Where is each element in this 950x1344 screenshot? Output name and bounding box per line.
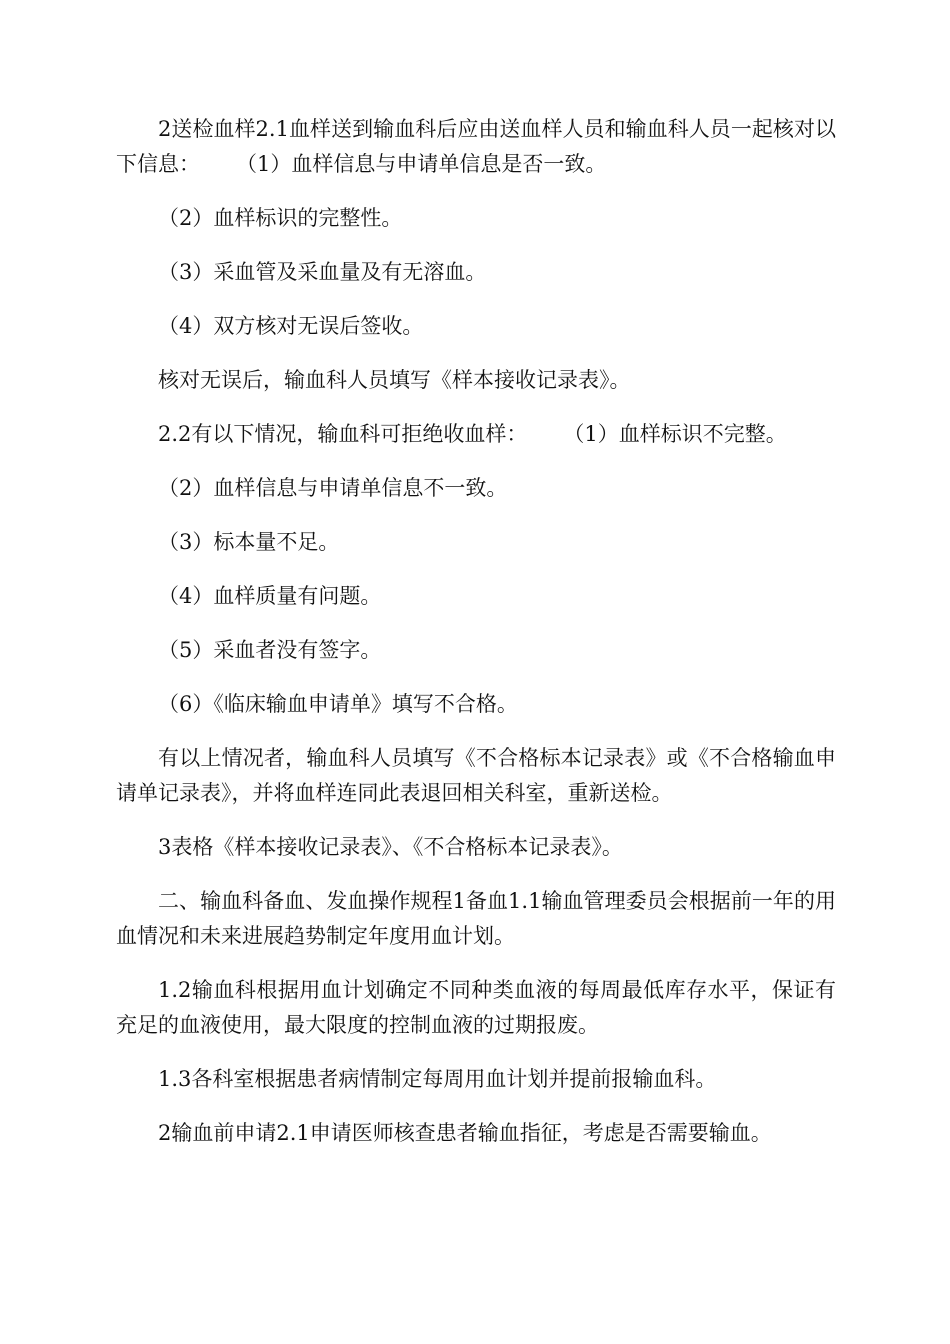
paragraph-10: （5）采血者没有签字。 — [158, 638, 382, 662]
paragraph-1-tail: （1）血样信息与申请单信息是否一致。 — [236, 152, 607, 176]
paragraph-7: （2）血样信息与申请单信息不一致。 — [158, 476, 508, 500]
paragraph-2: （2）血样标识的完整性。 — [158, 206, 403, 230]
paragraph-9: （4）血样质量有问题。 — [158, 584, 382, 608]
paragraph-15: 1.2输血科根据用血计划确定不同种类血液的每周最低库存水平，保证有充足的血液使用，最大限度的控制血液的过期报废。 — [116, 978, 836, 1037]
paragraph-8: （3）标本量不足。 — [158, 530, 340, 554]
paragraph-1-text: 2送检血样2.1血样送到输血科后应由送血样人员和输血科人员一起核对以下信息： — [116, 117, 836, 176]
document-body — [116, 112, 836, 1170]
paragraph-6-tail: （1）血样标识不完整。 — [563, 422, 787, 446]
paragraph-6 — [116, 417, 836, 452]
paragraph-12: 有以上情况者，输血科人员填写《不合格标本记录表》或《不合格输血申请单记录表》，并将血样连同此表退回相关科室，重新送检。 — [116, 746, 836, 805]
paragraph-14: 二、输血科备血、发血操作规程1备血1.1输血管理委员会根据前一年的用血情况和未来进展趋势制定年度用血计划。 — [116, 889, 836, 948]
paragraph-1 — [116, 112, 836, 182]
paragraph-4: （4）双方核对无误后签收。 — [158, 314, 424, 338]
paragraph-5: 核对无误后，输血科人员填写《样本接收记录表》。 — [158, 368, 631, 392]
paragraph-11: （6）《临床输血申请单》填写不合格。 — [158, 692, 518, 716]
paragraph-16: 1.3各科室根据患者病情制定每周用血计划并提前报输血科。 — [158, 1067, 717, 1091]
paragraph-3: （3）采血管及采血量及有无溶血。 — [158, 260, 487, 284]
paragraph-13: 3表格《样本接收记录表》、《不合格标本记录表》。 — [158, 835, 623, 859]
paragraph-17: 2输血前申请2.1申请医师核查患者输血指征，考虑是否需要输血。 — [158, 1121, 772, 1145]
paragraph-6-text: 2.2有以下情况，输血科可拒绝收血样： — [158, 422, 528, 446]
